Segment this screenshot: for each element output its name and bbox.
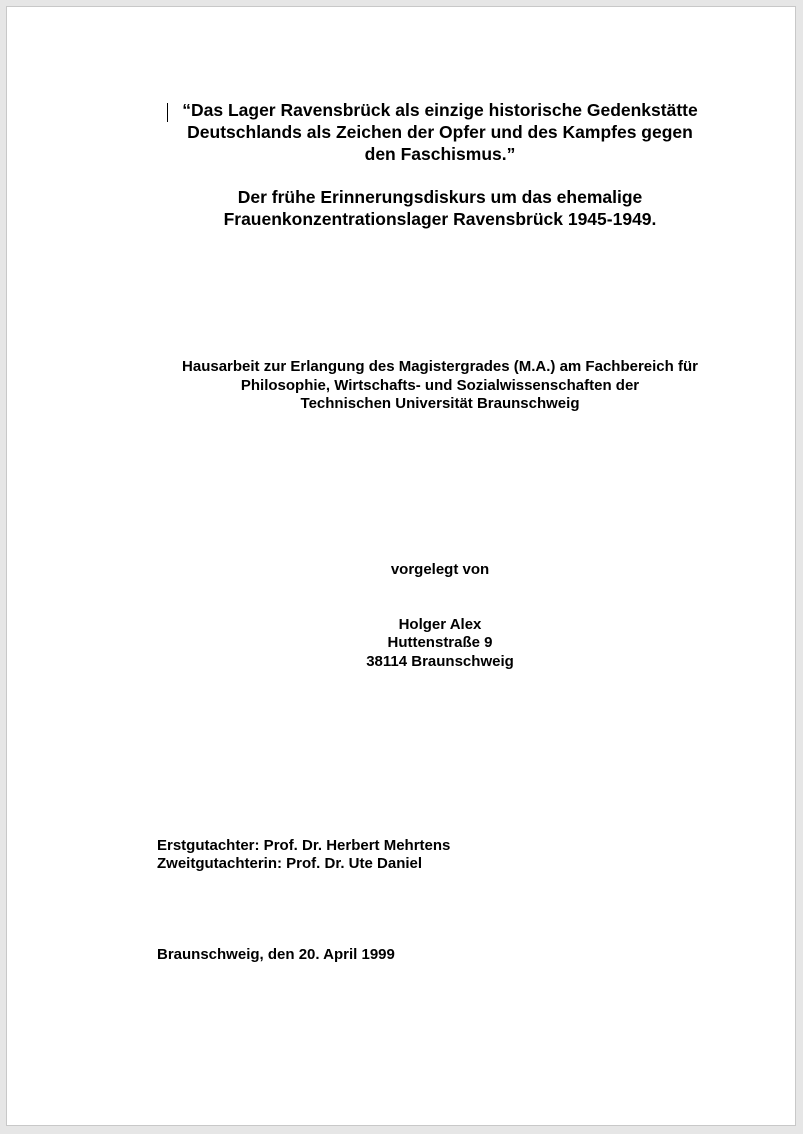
author-city: 38114 Braunschweig xyxy=(366,653,514,670)
second-reviewer: Zweitgutachterin: Prof. Dr. Ute Daniel xyxy=(157,855,423,872)
title-line-2: Deutschlands als Zeichen der Opfer und des Kampfes gegen xyxy=(187,122,693,142)
thesis-line-2: Philosophie, Wirtschafts- und Sozialwissenschaften der xyxy=(240,377,640,394)
submitted-by-label: vorgelegt von xyxy=(390,561,490,578)
document-page xyxy=(6,6,796,1126)
first-reviewer: Erstgutachter: Prof. Dr. Herbert Mehrtens xyxy=(157,837,451,854)
subtitle-line-2: Frauenkonzentrationslager Ravensbrück 1945-1949. xyxy=(223,209,657,229)
title-line-3: den Faschismus.” xyxy=(364,144,516,164)
subtitle-line-1: Der frühe Erinnerungsdiskurs um das ehemalige xyxy=(237,187,643,207)
place-date: Braunschweig, den 20. April 1999 xyxy=(157,946,395,963)
thesis-line-1: Hausarbeit zur Erlangung des Magistergrades (M.A.) am Fachbereich für xyxy=(182,358,698,375)
author-name: Holger Alex xyxy=(398,616,482,633)
thesis-line-3: Technischen Universität Braunschweig xyxy=(300,395,580,412)
author-street: Huttenstraße 9 xyxy=(387,634,493,651)
title-line-1: “Das Lager Ravensbrück als einzige historische Gedenkstätte xyxy=(182,100,698,120)
